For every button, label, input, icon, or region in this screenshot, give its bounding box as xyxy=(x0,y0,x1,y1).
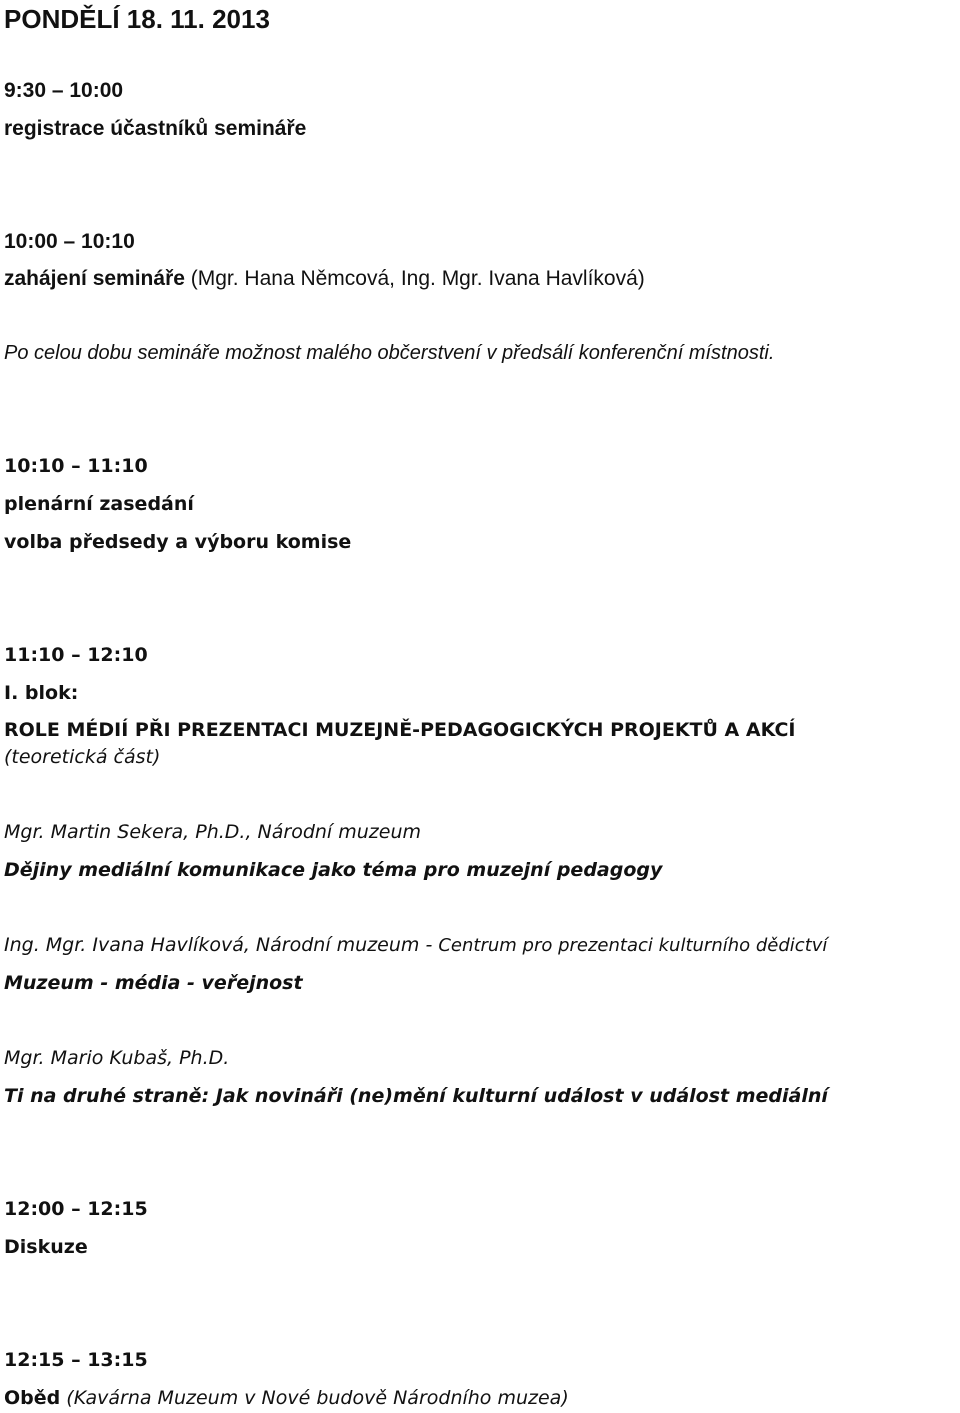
talk-speaker-1: Mgr. Martin Sekera, Ph.D., Národní muzeum xyxy=(4,821,421,843)
talk-speaker-3: Mgr. Mario Kubaš, Ph.D. xyxy=(4,1047,230,1069)
session-subtitle-plenary: volba předsedy a výboru komise xyxy=(4,531,352,553)
session-line-opening xyxy=(4,268,645,289)
talk-speaker-2-dept: Centrum pro prezentaci kulturního dědictví xyxy=(438,935,828,956)
refreshment-note: Po celou dobu semináře možnost malého občerstvení v předsálí konferenční místnosti. xyxy=(4,342,775,364)
session-title-plenary: plenární zasedání xyxy=(4,493,194,515)
session-time-opening: 10:00 – 10:10 xyxy=(4,230,135,253)
session-time-plenary: 10:10 – 11:10 xyxy=(4,455,148,477)
opening-speakers: (Mgr. Hana Němcová, Ing. Mgr. Ivana Havlíková) xyxy=(184,267,645,290)
lunch-place: (Kavárna Muzeum v Nové budově Národního muzea) xyxy=(60,1387,569,1409)
talk-speaker-2: Ing. Mgr. Ivana Havlíková, Národní muzeum - xyxy=(4,934,439,956)
talk-title-2: Muzeum - média - veřejnost xyxy=(4,972,303,994)
session-title-lunch: Oběd xyxy=(4,1387,61,1409)
session-time-discussion: 12:00 – 12:15 xyxy=(4,1198,148,1220)
talk-title-1: Dějiny mediální komunikace jako téma pro muzejní pedagogy xyxy=(4,859,663,881)
talk-title-3: Ti na druhé straně: Jak novináři (ne)mění kulturní událost v událost mediální xyxy=(4,1085,828,1107)
session-line-lunch xyxy=(4,1389,569,1408)
session-title-opening: zahájení semináře xyxy=(4,267,185,290)
session-title-registration: registrace účastníků semináře xyxy=(4,117,307,140)
session-time-lunch: 12:15 – 13:15 xyxy=(4,1349,148,1371)
session-title-discussion: Diskuze xyxy=(4,1236,88,1258)
talk-speaker-2-line xyxy=(4,936,827,955)
session-time-registration: 9:30 – 10:00 xyxy=(4,79,124,102)
block-topic: ROLE MÉDIÍ PŘI PREZENTACI MUZEJNĚ-PEDAGOGICKÝCH PROJEKTŮ A AKCÍ xyxy=(4,719,796,741)
session-time-block1: 11:10 – 12:10 xyxy=(4,644,148,666)
day-heading: PONDĚLÍ 18. 11. 2013 xyxy=(4,4,270,34)
block-part: (teoretická část) xyxy=(4,746,161,768)
block-label: I. blok: xyxy=(4,682,79,704)
